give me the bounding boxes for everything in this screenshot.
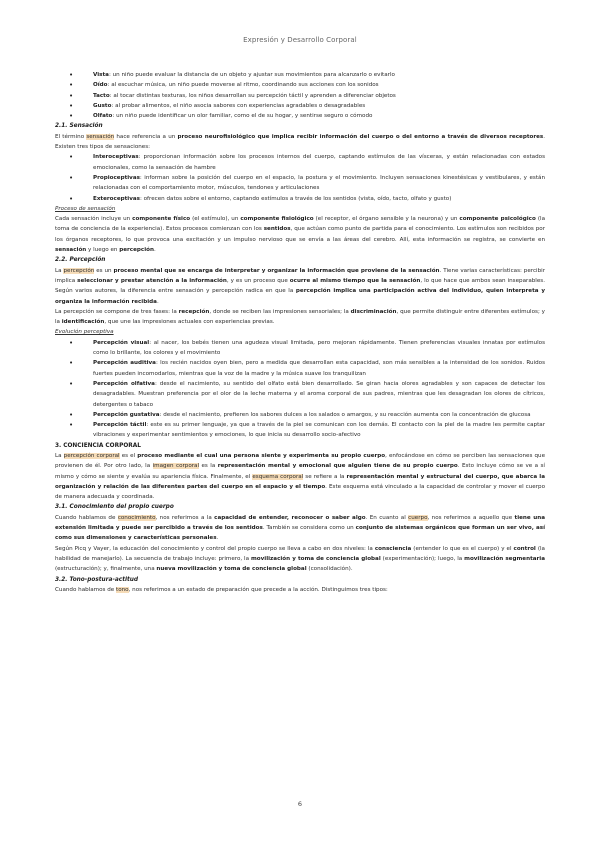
list-item: • Oído: al escuchar música, un niño puede moverse al ritmo, coordinando sus acciones con los sonidos	[93, 80, 545, 90]
senses-list	[55, 70, 545, 121]
paragraph: La percepción es un proceso mental que se encarga de interpretar y organizar la información que proviene de la sensación. Tiene varias características: percibir implica seleccionar y prestar atención a la información, y es un proceso que ocurre al mismo tiempo que la sensación, lo que hace que ambos sean inseparables. Según varios autores, la diferencia entre sensación y percepción radica en que la percepción implica una participación activa del individuo, quien interpreta y organiza la información recibida.	[55, 267, 546, 305]
paragraph: La percepción corporal es el proceso mediante el cual una persona siente y experimenta su propio cuerpo, enfocándose en cómo se perciben las sensaciones que provienen de él. Por otro lado, la imagen corporal es la representación mental y emocional que alguien tiene de su propio cuerpo. Esto incluye cómo se ve a sí mismo y cómo se siente y evalúa su apariencia física. Finalmente, el esquema corporal se refiere a la representación mental y estructural del cuerpo, que abarca la organización y relación de las diferentes partes del cuerpo en el espacio y el tiempo. Este esquema está vinculado a la capacidad de controlar y mover el cuerpo de manera adecuada y coordinada.	[55, 452, 546, 501]
paragraph: Cada sensación incluye un componente físico (el estímulo), un componente fisiológico (el receptor, el órgano sensible y la neurona) y un componente psicológico (la toma de conciencia de la experiencia). Estos procesos comienzan con los sentidos, que actúan como punto de partida para el conocimiento. Los estímulos son recibidos por los órganos receptores, lo que provoca una excitación y un impulso nervioso que se envía a las áreas del cerebro. Allí, esta información se registra, se convierte en sensación y luego en percepción.	[55, 216, 546, 254]
section-heading: 3.1. Conocimiento del propio cuerpo	[55, 504, 174, 511]
section-heading: 3.2. Tono-postura-actitud	[55, 576, 139, 583]
highlight: imagen corporal	[152, 463, 200, 470]
highlight: conocimiento	[117, 514, 156, 521]
paragraph: Cuando hablamos de conocimiento, nos referimos a la capacidad de entender, reconocer o saber algo. En cuanto al cuerpo, nos referimos a aquello que tiene una extensión limitada y puede ser percibido a través de los sentidos. También se considera como un conjunto de sistemas orgánicos que forman un ser vivo, así como sus dimensiones y características personales.	[55, 514, 546, 542]
list-item: • Tacto: al tocar distintas texturas, los niños desarrollan su percepción táctil y aprenden a diferenciar objetos	[93, 91, 545, 101]
paragraph: Cuando hablamos de tono, nos referimos a un estado de preparación que precede a la acción. Distinguimos tres tipos:	[55, 586, 388, 593]
subheading: Proceso de sensación	[55, 205, 116, 212]
section-heading: 3. CONCIENCIA CORPORAL	[55, 442, 141, 449]
evolution-list	[55, 338, 545, 441]
list-item: • Gusto: al probar alimentos, el niño asocia sabores con experiencias agradables o desagradables	[93, 101, 545, 111]
highlight: percepción	[63, 267, 95, 274]
list-item: • Vista: un niño puede evaluar la distancia de un objeto y ajustar sus movimientos para alcanzarlo o evitarlo	[93, 70, 545, 80]
highlight: esquema corporal	[252, 473, 304, 480]
list-item: • Interoceptivas: proporcionan información sobre los procesos internos del cuerpo, captando estímulos de las vísceras, y están relacionadas con estados emocionales, como la sensación de hambre	[93, 152, 545, 173]
list-item: • Percepción gustativa: desde el nacimiento, prefieren los sabores dulces a los salados o amargos, y su reacción aumenta con la concentración de glucosa	[93, 410, 545, 420]
section-heading: 2.1. Sensación	[55, 123, 103, 130]
highlight: sensación	[86, 133, 115, 140]
list-item: • Propioceptivas: informan sobre la posición del cuerpo en el espacio, la postura y el movimiento. Incluyen sensaciones kinestésicas y vestibulares, y están relacionadas con el comportamiento motor, músculos, tendones y articulaciones	[93, 173, 545, 194]
page-content	[55, 70, 545, 595]
list-item: • Percepción táctil: este es su primer lenguaje, ya que a través de la piel se comunican con los demás. El contacto con la piel de la madre les permite captar vibraciones y experimentar sentimientos y emociones, lo que inicia su desarrollo socio-afectivo	[93, 420, 545, 441]
list-item: • Olfato: un niño puede identificar un olor familiar, como el de su hogar, y sentirse seguro o cómodo	[93, 111, 545, 121]
section-heading: 2.2. Percepción	[55, 257, 106, 264]
highlight: tono	[116, 586, 129, 593]
list-item: • Percepción olfativa: desde el nacimiento, su sentido del olfato está bien desarrollado. Se giran hacia olores agradables y son capaces de detectar los desagradables. Muestran preferencia por el olor de la leche materna y el aroma corporal de sus padres, mientras que les desagradan los olores de cítricos, detergentes o tabaco	[93, 379, 545, 410]
list-item: • Percepción auditiva: los recién nacidos oyen bien, pero a medida que desarrollan esta capacidad, son más sensibles a la intensidad de los sonidos. Ruidos fuertes pueden incomodarlos, mientras que la voz de la madre y la música suave los tranquilizan	[93, 358, 545, 379]
highlight: percepción corporal	[63, 452, 120, 459]
paragraph: Según Picq y Vayer, la educación del conocimiento y control del propio cuerpo se lleva a cabo en dos niveles: la consciencia (entender lo que es el cuerpo) y el control (la habilidad de manejarlo). La secuencia de trabajo incluye: primero, la movilización y toma de conciencia global (experimentación); luego, la movilización segmentaria (estructuración); y, finalmente, una nueva movilización y toma de conciencia global (consolidación).	[55, 545, 545, 573]
highlight: cuerpo	[408, 514, 428, 521]
list-item: • Exteroceptivas: ofrecen datos sobre el entorno, captando estímulos a través de los sentidos (vista, oído, tacto, olfato y gusto)	[93, 194, 545, 204]
page-header: Expresión y Desarrollo Corporal	[243, 36, 357, 44]
paragraph: El término sensación hace referencia a un proceso neurofisiológico que implica recibir información del cuerpo o del entorno a través de diversos receptores. Existen tres tipos de sensaciones:	[55, 133, 545, 151]
list-item: • Percepción visual: al nacer, los bebés tienen una agudeza visual limitada, pero mejoran rápidamente. Tienen preferencias visuales innatas por estímulos como lo brillante, los colores y el movimiento	[93, 338, 545, 359]
subheading: Evolución perceptiva	[55, 329, 114, 336]
page-number: 6	[297, 800, 303, 808]
paragraph: La percepción se compone de tres fases: la recepción, donde se reciben las impresiones sensoriales; la discriminación, que permite distinguir entre diferentes estímulos; y la identificación, que une las impresiones actuales con experiencias previas.	[55, 308, 545, 326]
sensation-types-list	[55, 152, 545, 203]
